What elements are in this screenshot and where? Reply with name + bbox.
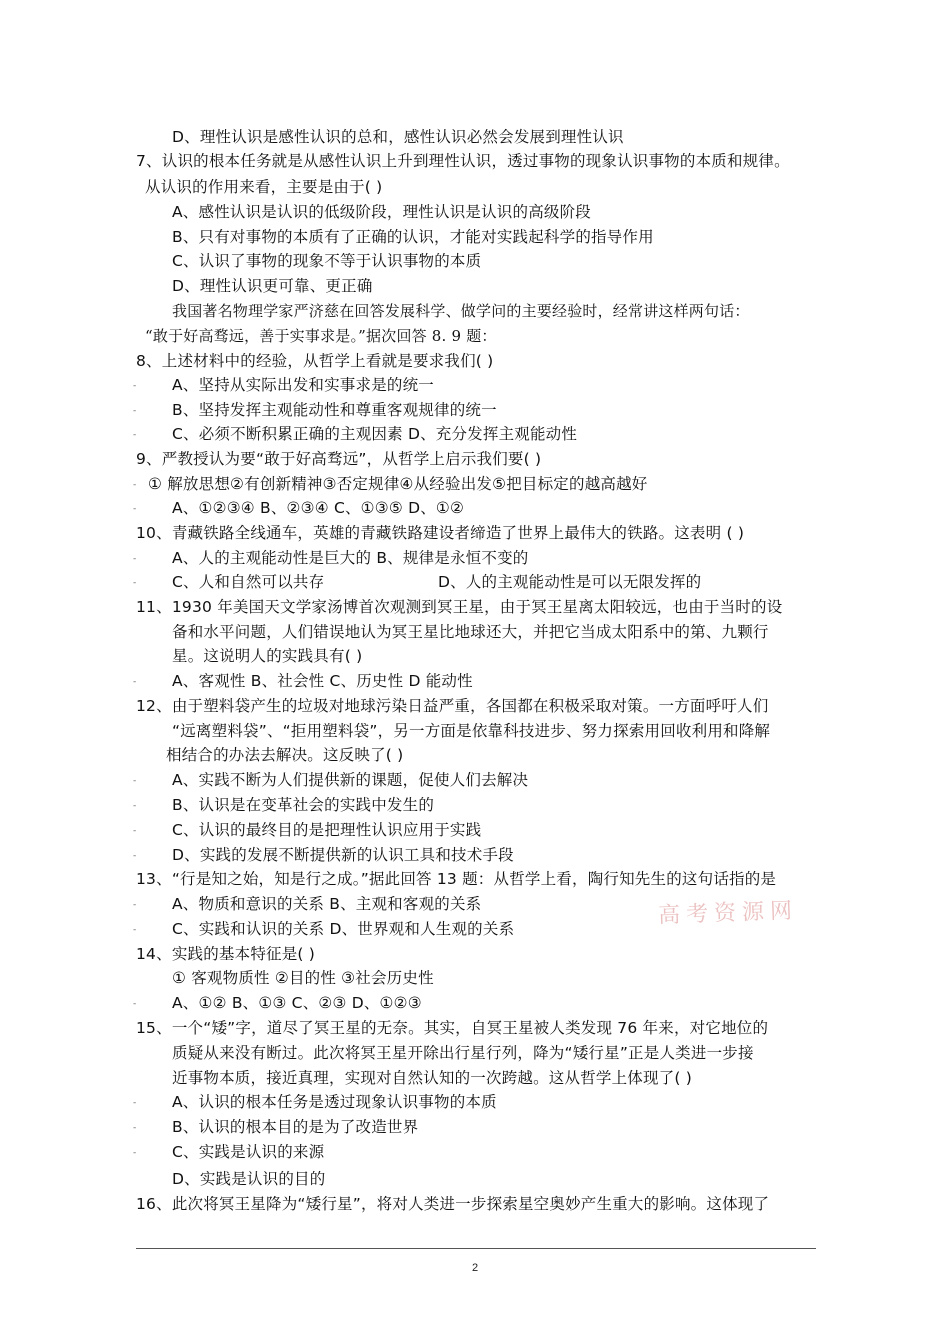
list-marker: - xyxy=(133,1148,137,1158)
list-marker: - xyxy=(133,578,137,588)
question-15: 15、一个“矮”字，道尽了冥王星的无奈。其实，自冥王星被人类发现 76 年来，对它地位的 xyxy=(136,1019,769,1037)
text-line: 备和水平问题，人们错误地认为冥王星比地球还大，并把它当成太阳系中的第、九颗行 xyxy=(172,623,769,641)
option-b: B、认识的根本目的是为了改造世界 xyxy=(172,1118,419,1136)
list-marker: - xyxy=(133,900,137,910)
text-line: 星。这说明人的实践具有( ) xyxy=(172,647,363,665)
list-marker: - xyxy=(133,381,137,391)
question-10: 10、青藏铁路全线通车，英雄的青藏铁路建设者缔造了世界上最伟大的铁路。这表明 ( ) xyxy=(136,524,745,542)
option-d: D、实践的发展不断提供新的认识工具和技术手段 xyxy=(172,846,514,864)
option-c: C、实践是认识的来源 xyxy=(172,1143,325,1161)
statement-list: ① 客观物质性 ②目的性 ③社会历史性 xyxy=(172,969,434,987)
option-row: A、客观性 B、社会性 C、历史性 D 能动性 xyxy=(172,672,473,690)
watermark: 高考资源网 xyxy=(657,898,799,929)
list-marker: - xyxy=(133,1098,137,1108)
option-b: B、坚持发挥主观能动性和尊重客观规律的统一 xyxy=(172,401,497,419)
option-d: D、理性认识更可靠、更正确 xyxy=(172,277,373,295)
question-7: 7、认识的根本任务就是从感性认识上升到理性认识，透过事物的现象认识事物的本质和规律。 xyxy=(136,152,790,170)
option-a: A、坚持从实际出发和实事求是的统一 xyxy=(172,376,435,394)
text-line: 从认识的作用来看，主要是由于( ) xyxy=(145,178,383,196)
option-c: C、人和自然可以共存 xyxy=(172,573,325,591)
option-a: A、实践不断为人们提供新的课题，促使人们去解决 xyxy=(172,771,529,789)
question-14: 14、实践的基本特征是( ) xyxy=(136,945,316,963)
option-row: A、①②③④ B、②③④ C、①③⑤ D、①② xyxy=(172,499,465,517)
option-d: D、实践是认识的目的 xyxy=(172,1170,326,1188)
footer-divider xyxy=(136,1248,816,1249)
option-a: A、认识的根本任务是透过现象认识事物的本质 xyxy=(172,1093,497,1111)
option-b: B、认识是在变革社会的实践中发生的 xyxy=(172,796,435,814)
list-marker: - xyxy=(133,1123,137,1133)
option-b: B、只有对事物的本质有了正确的认识，才能对实践起科学的指导作用 xyxy=(172,228,654,246)
question-12: 12、由于塑料袋产生的垃圾对地球污染日益严重，各国都在积极采取对策。一方面呼吁人们 xyxy=(136,697,769,715)
list-marker: - xyxy=(133,925,137,935)
text-line: 近事物本质，接近真理，实现对自然认知的一次跨越。这从哲学上体现了( ) xyxy=(172,1069,693,1087)
list-marker: - xyxy=(133,504,137,514)
option-a: A、感性认识是认识的低级阶段，理性认识是认识的高级阶段 xyxy=(172,203,592,221)
list-marker: - xyxy=(133,851,137,861)
list-marker: - xyxy=(133,677,137,687)
question-9: 9、严教授认为要“敢于好高骛远”，从哲学上启示我们要( ) xyxy=(136,450,542,468)
option-row: A、人的主观能动性是巨大的 B、规律是永恒不变的 xyxy=(172,549,529,567)
list-marker: - xyxy=(133,554,137,564)
statement-list: ① 解放思想②有创新精神③否定规律④从经验出发⑤把目标定的越高越好 xyxy=(148,475,648,493)
material-text: 我国著名物理学家严济慈在回答发展科学、做学问的主要经验时，经常讲这样两句话： xyxy=(172,302,750,320)
list-marker: - xyxy=(133,406,137,416)
list-marker: - xyxy=(133,776,137,786)
question-11: 11、1930 年美国天文学家汤博首次观测到冥王星，由于冥王星离太阳较远，也由于当时的设 xyxy=(136,598,783,616)
text-line: “远离塑料袋”、“拒用塑料袋”，另一方面是依靠科技进步、努力探索用回收利用和降解 xyxy=(172,722,771,740)
option-cd: C、必须不断积累正确的主观因素 D、充分发挥主观能动性 xyxy=(172,425,578,443)
option-c: C、认识了事物的现象不等于认识事物的本质 xyxy=(172,252,482,270)
list-marker: - xyxy=(133,480,137,490)
list-marker: - xyxy=(133,826,137,836)
text-line: 质疑从来没有断过。此次将冥王星开除出行星行列，降为“矮行星”正是人类进一步接 xyxy=(172,1044,754,1062)
list-marker: - xyxy=(133,999,137,1009)
option-c: C、认识的最终目的是把理性认识应用于实践 xyxy=(172,821,482,839)
text-line: 相结合的办法去解决。这反映了( ) xyxy=(166,746,404,764)
option-row: A、物质和意识的关系 B、主观和客观的关系 xyxy=(172,895,482,913)
list-marker: - xyxy=(133,430,137,440)
list-marker: - xyxy=(133,801,137,811)
question-8: 8、上述材料中的经验，从哲学上看就是要求我们( ) xyxy=(136,352,494,370)
material-text: “敢于好高骛远，善于实事求是。”据次回答 8. 9 题： xyxy=(145,327,497,345)
question-13: 13、“行是知之始，知是行之成。”据此回答 13 题：从哲学上看，陶行知先生的这句话指的是 xyxy=(136,870,777,888)
question-16: 16、此次将冥王星降为“矮行星”，将对人类进一步探索星空奥妙产生重大的影响。这体现了 xyxy=(136,1195,770,1213)
option-d: D、人的主观能动性是可以无限发挥的 xyxy=(438,573,702,591)
option-row: A、①② B、①③ C、②③ D、①②③ xyxy=(172,994,422,1012)
text-line: D、理性认识是感性认识的总和，感性认识必然会发展到理性认识 xyxy=(172,128,624,146)
option-row: C、实践和认识的关系 D、世界观和人生观的关系 xyxy=(172,920,515,938)
page-number: 2 xyxy=(471,1262,479,1274)
